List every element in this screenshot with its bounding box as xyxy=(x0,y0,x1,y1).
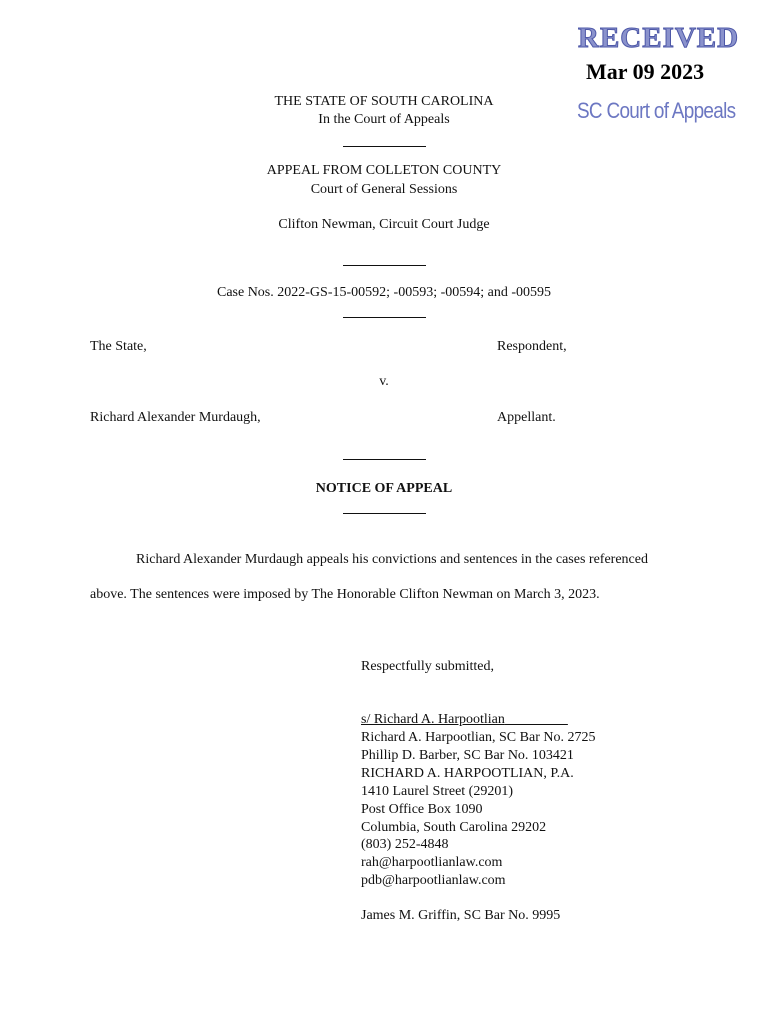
attorney-line: Richard A. Harpootlian, SC Bar No. 2725 xyxy=(361,730,596,745)
caption-divider xyxy=(343,459,426,460)
received-stamp: RECEIVED xyxy=(578,22,740,54)
notice-body-line-1: Richard Alexander Murdaugh appeals his convictions and sentences in the cases referenced xyxy=(136,552,648,567)
caption-lower-court: Court of General Sessions xyxy=(310,182,458,197)
closing: Respectfully submitted, xyxy=(361,659,494,674)
caption-appeal-from: APPEAL FROM COLLETON COUNTY xyxy=(266,163,502,178)
notice-body-line-2: above. The sentences were imposed by The Honorable Clifton Newman on March 3, 2023. xyxy=(90,587,600,602)
caption-judge: Clifton Newman, Circuit Court Judge xyxy=(278,217,490,232)
po-box: Post Office Box 1090 xyxy=(361,802,483,817)
additional-attorney: James M. Griffin, SC Bar No. 9995 xyxy=(361,908,561,923)
street-address: 1410 Laurel Street (29201) xyxy=(361,784,514,799)
caption-case-numbers: Case Nos. 2022-GS-15-00592; -00593; -00594; and -00595 xyxy=(216,285,552,300)
electronic-signature: s/ Richard A. Harpootlian xyxy=(361,712,505,727)
appellant-name: Richard Alexander Murdaugh, xyxy=(90,410,261,425)
city-state-zip: Columbia, South Carolina 29202 xyxy=(361,820,547,835)
email-link[interactable]: pdb@harpootlianlaw.com xyxy=(361,873,506,888)
caption-court: In the Court of Appeals xyxy=(318,112,450,127)
respondent-role: Respondent, xyxy=(497,339,567,354)
notice-title: NOTICE OF APPEAL xyxy=(315,481,453,496)
respondent-name: The State, xyxy=(90,339,147,354)
versus: v. xyxy=(379,374,389,389)
caption-divider xyxy=(343,317,426,318)
caption-divider xyxy=(343,265,426,266)
appellant-role: Appellant. xyxy=(497,410,556,425)
received-court: SC Court of Appeals xyxy=(577,98,736,123)
caption-state: THE STATE OF SOUTH CAROLINA xyxy=(274,94,494,109)
signature-line xyxy=(361,711,568,729)
title-divider xyxy=(343,513,426,514)
received-date: Mar 09 2023 xyxy=(586,59,705,84)
attorney-line: Phillip D. Barber, SC Bar No. 103421 xyxy=(361,748,574,763)
firm-name: RICHARD A. HARPOOTLIAN, P.A. xyxy=(361,766,574,781)
phone: (803) 252-4848 xyxy=(361,837,449,852)
email-link[interactable]: rah@harpootlianlaw.com xyxy=(361,855,503,870)
caption-divider xyxy=(343,146,426,147)
